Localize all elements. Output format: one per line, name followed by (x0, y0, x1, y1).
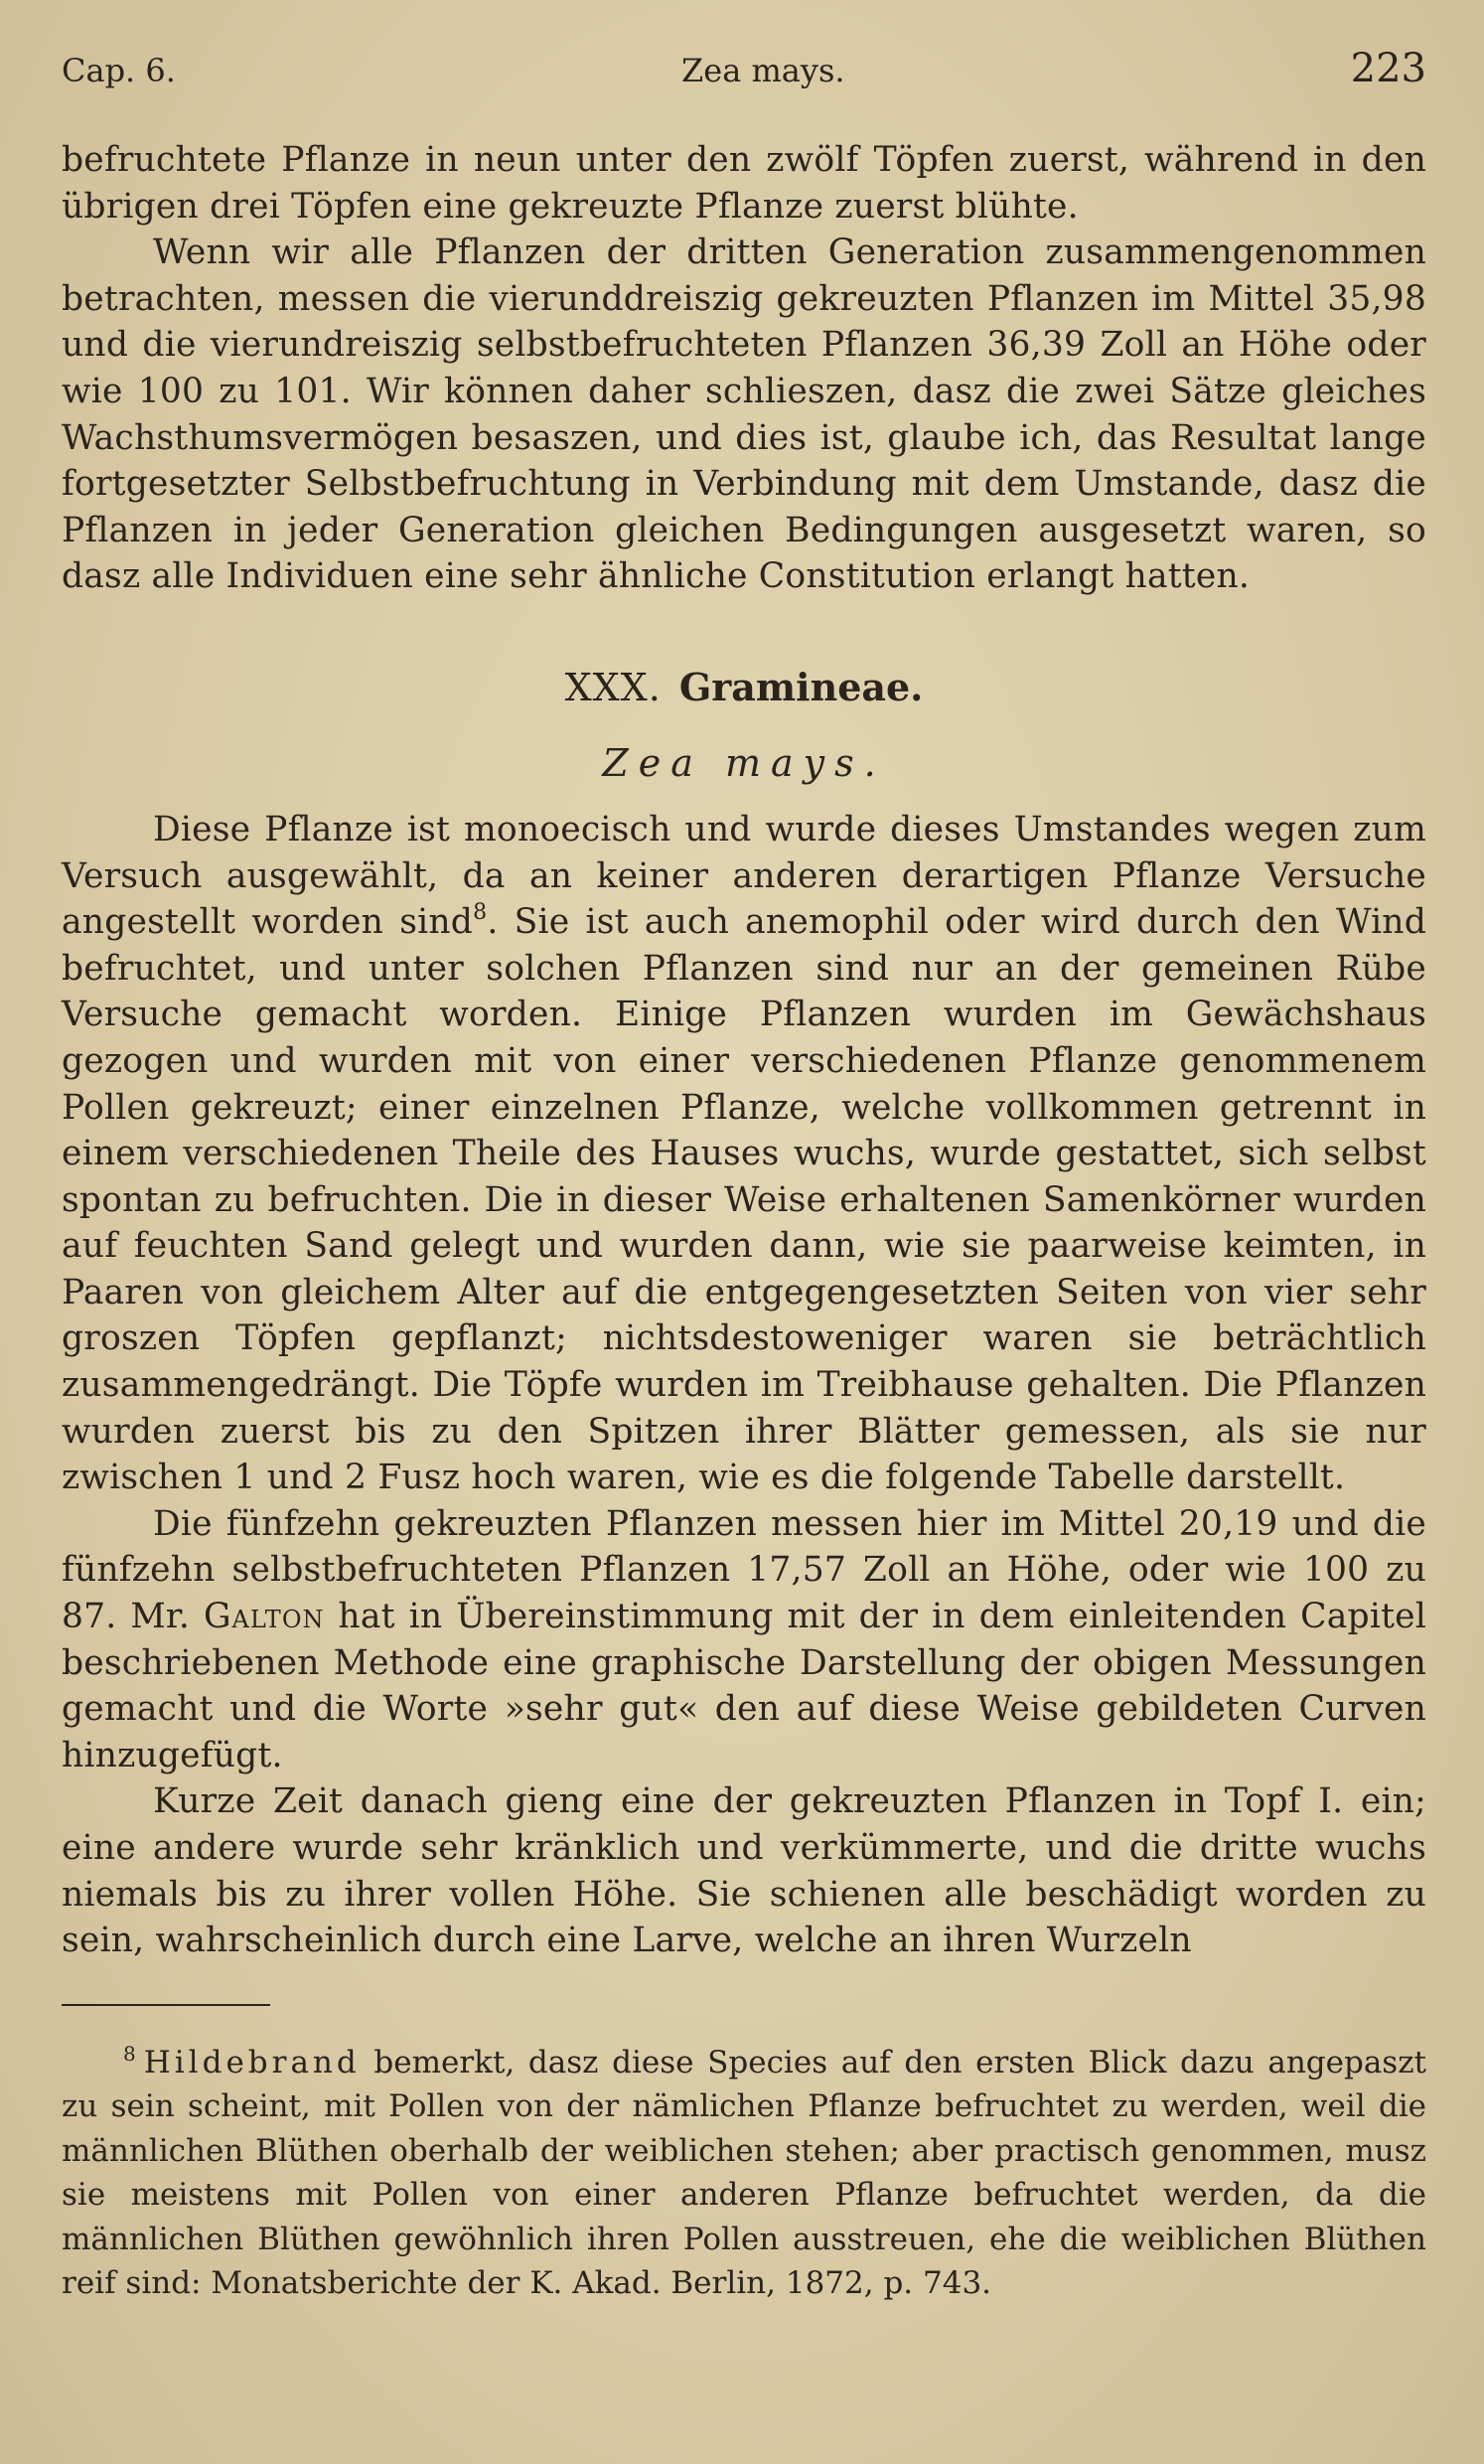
paragraph-text: Die fünfzehn gekreuzten Pflanzen messen hier im Mittel 20,19 und die fünfzehn selbstbefruchteten Pflanzen 17,57 Zoll an Höhe, oder wie 100 zu 87. Mr. (62, 1503, 1426, 1637)
footnote-author: Hildebrand (143, 2044, 361, 2080)
section-family: Gramineae. (678, 664, 924, 709)
paragraph-text: . Sie ist auch anemophil oder wird durch den Wind befruchtet, und unter solchen Pflanzen sind nur an der gemeinen Rübe Versuche gemacht worden. Einige Pflanzen wurden im Gewächshaus gezogen und wurden mit von einer verschiedenen Pflanze genommenem Pollen gekreuzt; einer einzelnen Pflanze, welche vollkommen getrennt in einem verschiedenen Theile des Hauses wuchs, wurde gestattet, sich selbst spontan zu befruchten. Die in dieser Weise erhaltenen Samenkörner wurden auf feuchten Sand gelegt und wurden dann, wie sie paarweise keimten, in Paaren von gleichem Alter auf die entgegengesetzten Seiten von vier sehr groszen Töpfen gepflanzt; nichtsdestoweniger waren sie beträchtlich zusammengedrängt. Die Töpfe wurden im Treibhause gehalten. Die Pflanzen wurden zuerst bis zu den Spitzen ihrer Blätter gemessen, als sie nur zwischen 1 und 2 Fusz hoch waren, wie es die folgende Tabelle darstellt. (62, 902, 1427, 1498)
section-heading (62, 660, 1426, 715)
paragraph-zea-intro (62, 807, 1426, 1501)
running-title: Zea mays. (681, 52, 845, 89)
paragraph-later-observation: Kurze Zeit danach gieng eine der gekreuzten Pflanzen in Topf I. ein; eine andere wurde sehr kränklich und verkümmerte, und die dritte wuchs niemals bis zu ihrer vollen Höhe. Sie schienen alle beschädigt worden zu sein, wahrscheinlich durch eine Larve, welche an ihren Wurzeln (62, 1781, 1426, 1961)
footnote-rule (62, 2004, 270, 2006)
running-head (62, 46, 1426, 97)
section-number: XXX. (564, 665, 662, 709)
footnote-mark: 8 (123, 2041, 136, 2066)
chapter-label: Cap. 6. (62, 52, 176, 89)
footnote-body: bemerkt, dasz diese Species auf den ersten Blick dazu angepaszt zu sein scheint, mit Pollen von der nämlichen Pflanze befruchtet zu werden, weil die männlichen Blüthen oberhalb der weiblichen stehen; aber practisch genommen, musz sie meistens mit Pollen von einer anderen Pflanze befruchtet werden, da die männlichen Blüthen gewöhnlich ihren Pollen ausstreuen, ehe die weiblichen Blüthen reif sind: Monatsberichte der K. Akad. Berlin, 1872, p. 743. (62, 2044, 1426, 2302)
paragraph-text: hat in Übereinstimmung mit der in dem einleitenden Capitel beschriebenen Methode eine graphische Darstellung der obigen Messungen gemacht und die Worte »sehr gut« den auf diese Weise gebildeten Curven hinzugefügt. (62, 1597, 1426, 1775)
paragraph-text: Diese Pflanze ist monoecisch und wurde dieses Umstandes wegen zum Versuch ausgewählt, da an keiner anderen derartigen Pflanze Versuche angestellt worden sind (62, 809, 1426, 943)
footnote (62, 2032, 1426, 2306)
person-name: Galton (203, 1597, 325, 1637)
footnote-text (62, 2032, 1426, 2306)
page-number: 223 (1350, 46, 1426, 91)
species-heading: Zea mays. (602, 740, 886, 785)
footnote-reference: 8 (473, 900, 488, 926)
paragraph-continued: befruchtete Pflanze in neun unter den zwölf Töpfen zuerst, während in den übrigen drei Töpfen eine gekreuzte Pflanze zuerst blühte. (62, 140, 1426, 227)
paragraph-third-generation: Wenn wir alle Pflanzen der dritten Generation zusammengenommen betrachten, messen die vierunddreiszig gekreuzten Pflanzen im Mittel 35,98 und die vierundreiszig selbstbefruchteten Pflanzen 36,39 Zoll an Höhe oder wie 100 zu 101. Wir können daher schlieszen, dasz die zwei Sätze gleiches Wachsthumsvermögen besaszen, und dies ist, glaube ich, das Resultat lange fortgesetzter Selbstbefruchtung in Verbindung mit dem Umstande, dasz die Pflanzen in jeder Generation gleichen Bedingungen ausgesetzt waren, so dasz alle Individuen eine sehr ähnliche Constitution erlangt hatten. (62, 232, 1426, 597)
paragraph-measurements (62, 1501, 1426, 1779)
main-text (62, 137, 1426, 1964)
